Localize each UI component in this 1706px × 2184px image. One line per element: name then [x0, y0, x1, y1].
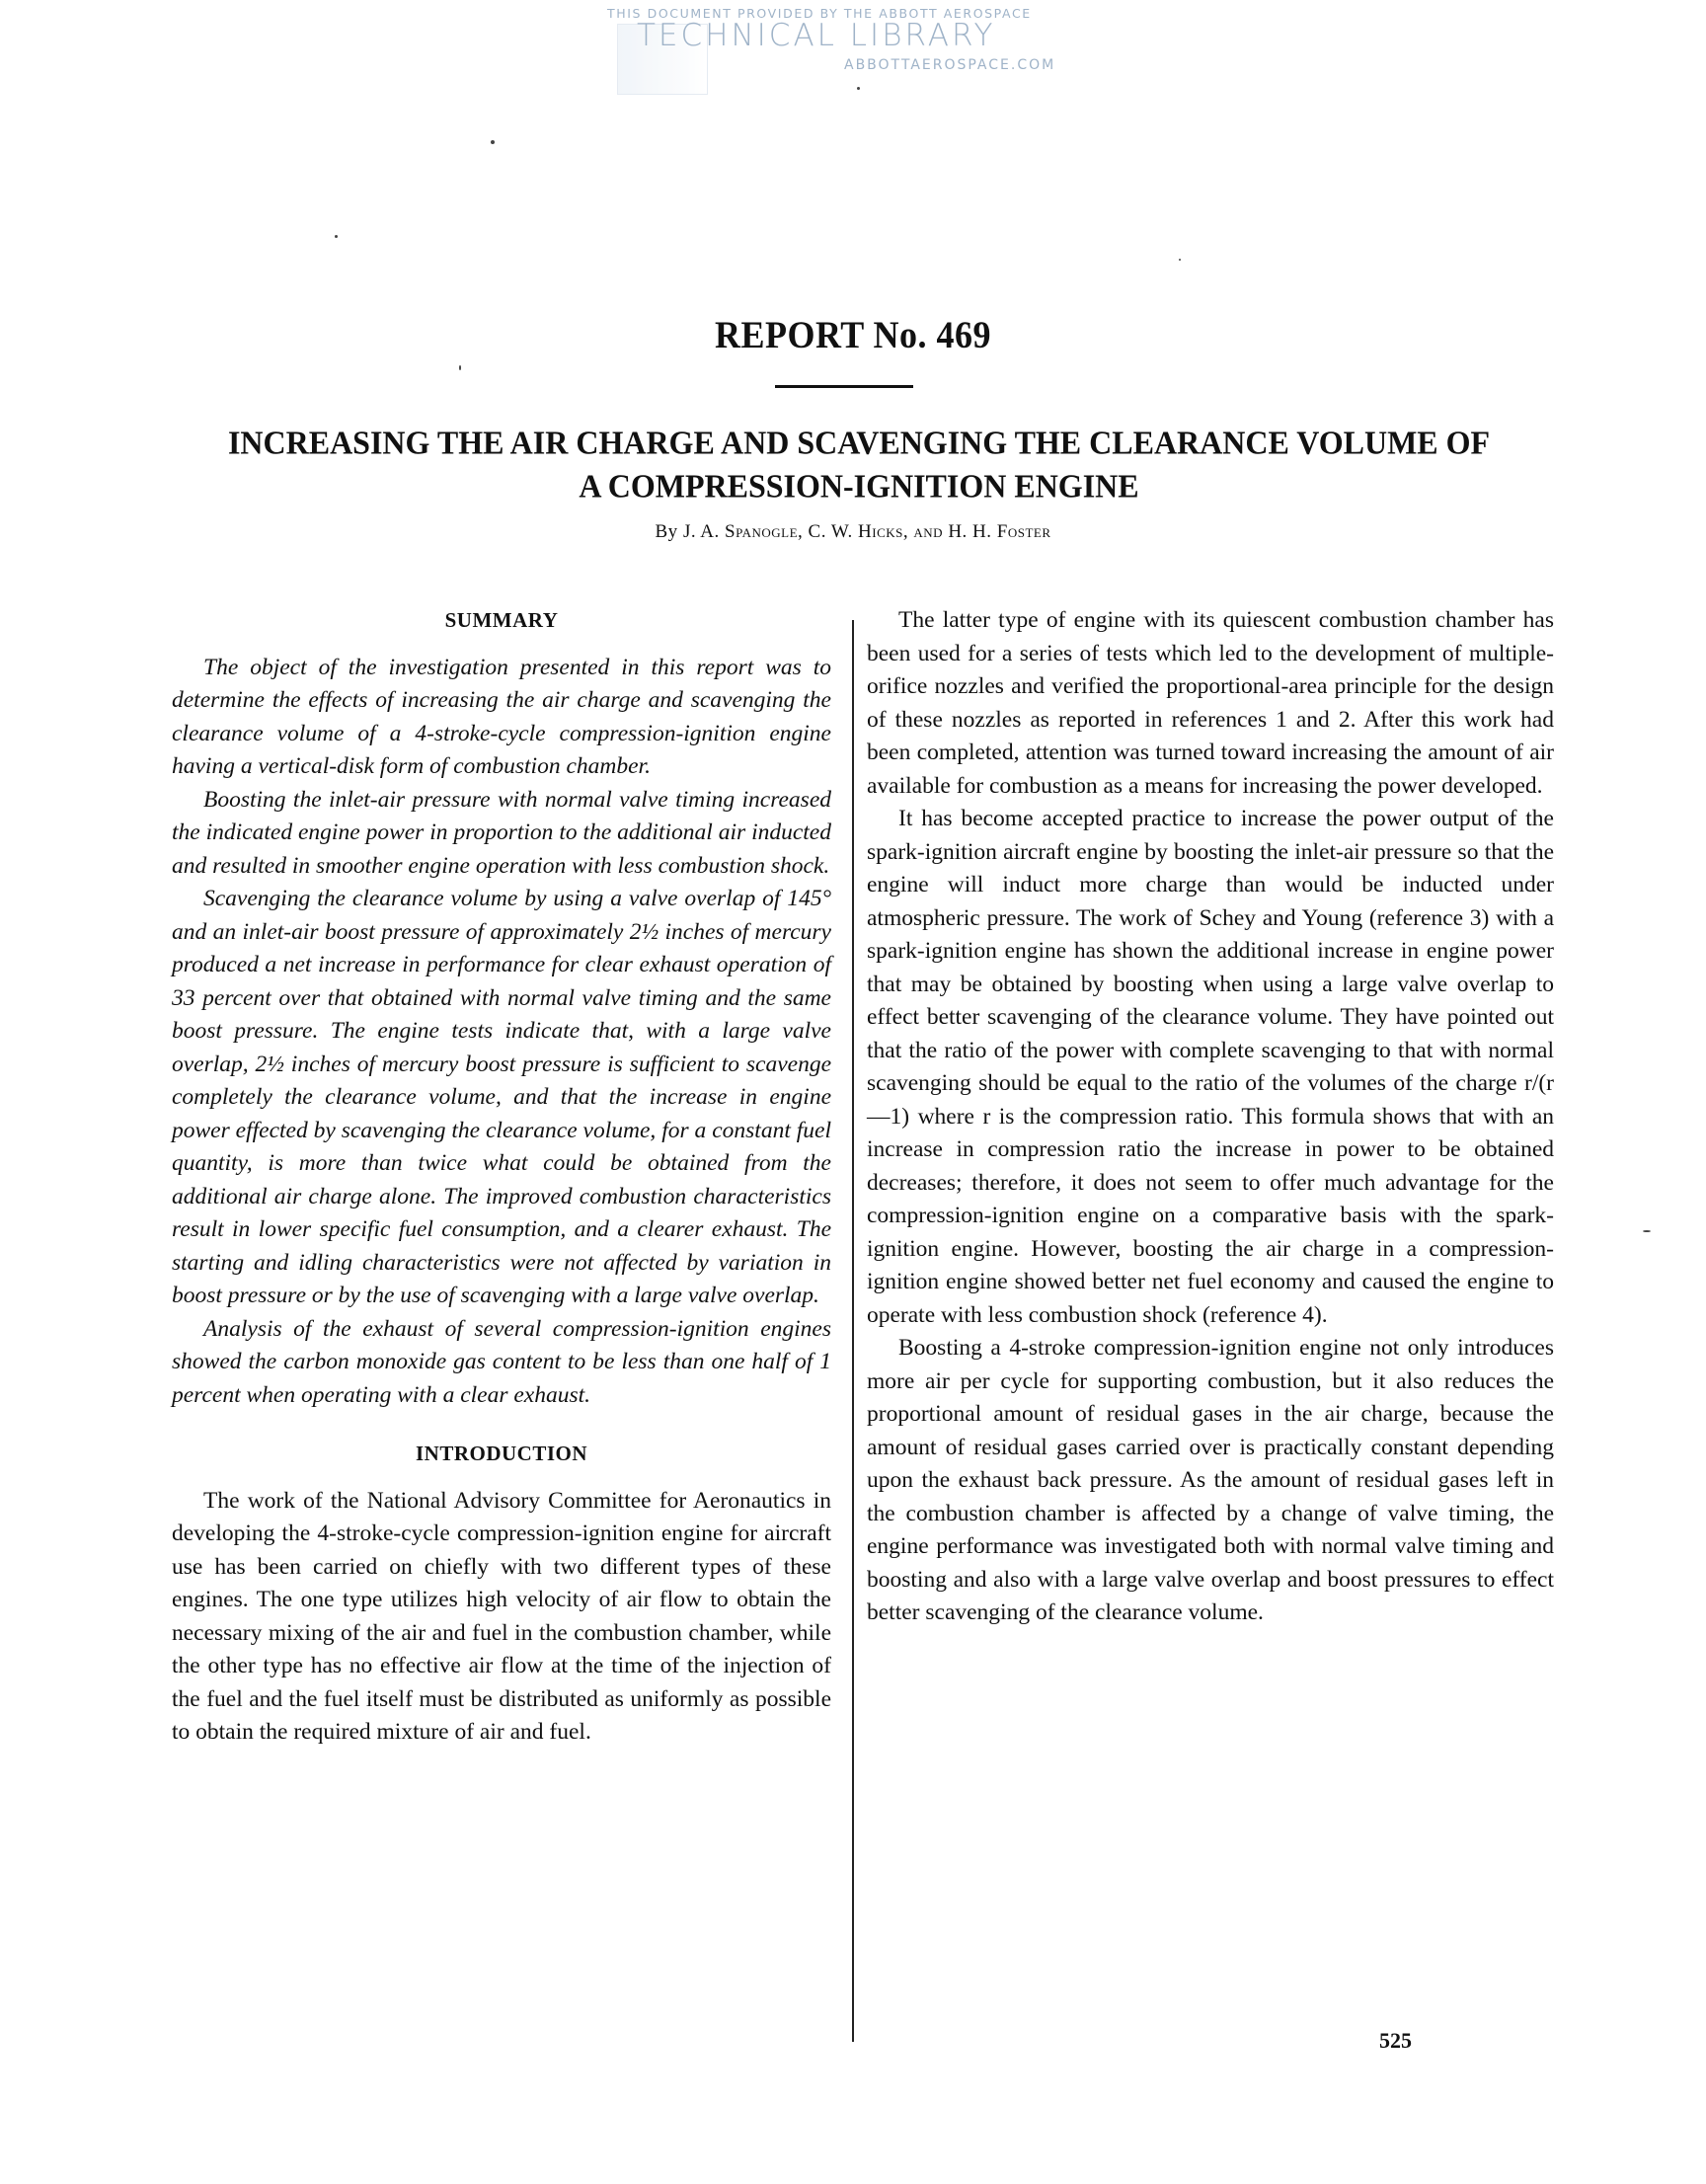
introduction-paragraph: It has become accepted practice to increase the power output of the spark-ignition aircraft engine by boosting the inlet-air pressure so that the engine will induct more charge than would be inducted under atmospheric pressure. The work of Schey and Young (reference 3) with a spark-ignition engine has shown the additional increase in engine power that may be obtained by boosting when using a large valve overlap to effect better scavenging of the clearance volume. They have pointed out that the ratio of the power with complete scavenging to that with normal scavenging should be equal to the ratio of the volumes of the charge r/(r—1) where r is the compression ratio. This formula shows that with an increase in compression ratio the increase in power to be obtained decreases; therefore, it does not seem to offer much advantage for the compression-ignition engine on a comparative basis with the spark-ignition engine. However, boosting the air charge in a compression-ignition engine showed better net fuel economy and caused the engine to operate with less combustion shock (reference 4). — [867, 806, 1554, 1328]
right-column — [867, 604, 1554, 1630]
watermark-url: ABBOTTAEROSPACE.COM — [844, 57, 1056, 73]
scan-speck — [491, 140, 495, 144]
page-number: 525 — [1379, 2028, 1412, 2053]
introduction-heading: INTRODUCTION — [415, 1442, 588, 1465]
report-number: REPORT No. 469 — [714, 313, 992, 356]
summary-paragraph: Analysis of the exhaust of several compression-ignition engines showed the carbon monoxide gas content to be less than one half of 1 percent when operating with a clear exhaust. — [172, 1315, 831, 1408]
author-names: J. A. Spanogle, C. W. Hicks, and H. H. Foster — [682, 521, 1051, 542]
summary-body — [172, 652, 831, 1413]
authors-prefix: By — [655, 521, 678, 542]
authors-line — [0, 521, 1706, 543]
scan-speck — [1179, 259, 1181, 261]
watermark-library: TECHNICAL LIBRARY — [637, 18, 996, 53]
summary-paragraph: Boosting the inlet-air pressure with normal valve timing increased the indicated engine power in proportion to the additional air inducted and resulted in smoother engine operation with less combustion shock. — [172, 786, 831, 879]
summary-paragraph: Scavenging the clearance volume by using a valve overlap of 145° and an inlet-air boost pressure of approximately 2½ inches of mercury produced a net increase in performance for clear exhaust operation of 33 percent over that obtained with normal valve timing and the same boost pressure. The engine tests indicate that, with a large valve overlap, 2½ inches of mercury boost pressure is sufficient to scavenge completely the clearance volume, and that the increase in engine power effected by scavenging the clearance volume, for a constant fuel quantity, is more than twice what could be obtained from the additional air charge alone. The improved combustion characteristics result in lower specific fuel consumption, and a clearer exhaust. The starting and idling characteristics were not affected by variation in boost pressure or by the use of scavenging with a large valve overlap. — [172, 886, 831, 1308]
left-column — [172, 604, 831, 1750]
column-divider — [852, 620, 854, 2042]
scan-speck — [857, 87, 860, 90]
watermark-provided-by: THIS DOCUMENT PROVIDED BY THE ABBOTT AEROSPACE — [607, 6, 1032, 21]
introduction-paragraph: The work of the National Advisory Committee for Aeronautics in developing the 4-stroke-cycle compression-ignition engine for aircraft use has been carried on chiefly with two different types of these engines. The one type utilizes high velocity of air flow to obtain the necessary mixing of the air and fuel in the combustion chamber, while the other type has no effective air flow at the time of the injection of the fuel and the fuel itself must be distributed as uniformly as possible to obtain the required mixture of air and fuel. — [172, 1487, 831, 1745]
scan-speck — [335, 235, 338, 238]
summary-heading: SUMMARY — [444, 608, 559, 632]
summary-paragraph: The object of the investigation presented in this report was to determine the effects of increasing the air charge and scavenging the clearance volume of a 4-stroke-cycle compression-ignition engine having a vertical-disk form of combustion chamber. — [172, 654, 831, 779]
paper-title-line-2: A COMPRESSION-IGNITION ENGINE — [579, 467, 1139, 505]
title-rule — [775, 385, 913, 388]
abbott-watermark — [607, 4, 1101, 93]
paper-title — [128, 421, 1590, 507]
scan-speck — [1643, 1230, 1651, 1232]
introduction-paragraph: The latter type of engine with its quiescent combustion chamber has been used for a series of tests which led to the development of multiple-orifice nozzles and verified the proportional-area principle for the design of these nozzles as reported in references 1 and 2. After this work had been completed, attention was turned toward increasing the amount of air available for combustion as a means for increasing the power developed. — [867, 607, 1554, 799]
introduction-paragraph: Boosting a 4-stroke compression-ignition engine not only introduces more air per cycle for supporting combustion, but it also reduces the proportional amount of residual gases in the air charge, because the amount of residual gases carried over is practically constant depending upon the exhaust back pressure. As the amount of residual gases left in the combustion chamber is affected by a change of valve timing, the engine performance was investigated both with normal valve timing and boosting and also with a large valve overlap and boost pressures to effect better scavenging of the clearance volume. — [867, 1335, 1554, 1625]
scan-speck — [459, 365, 461, 370]
paper-title-line-1: INCREASING THE AIR CHARGE AND SCAVENGING THE CLEARANCE VOLUME OF — [227, 424, 1491, 461]
